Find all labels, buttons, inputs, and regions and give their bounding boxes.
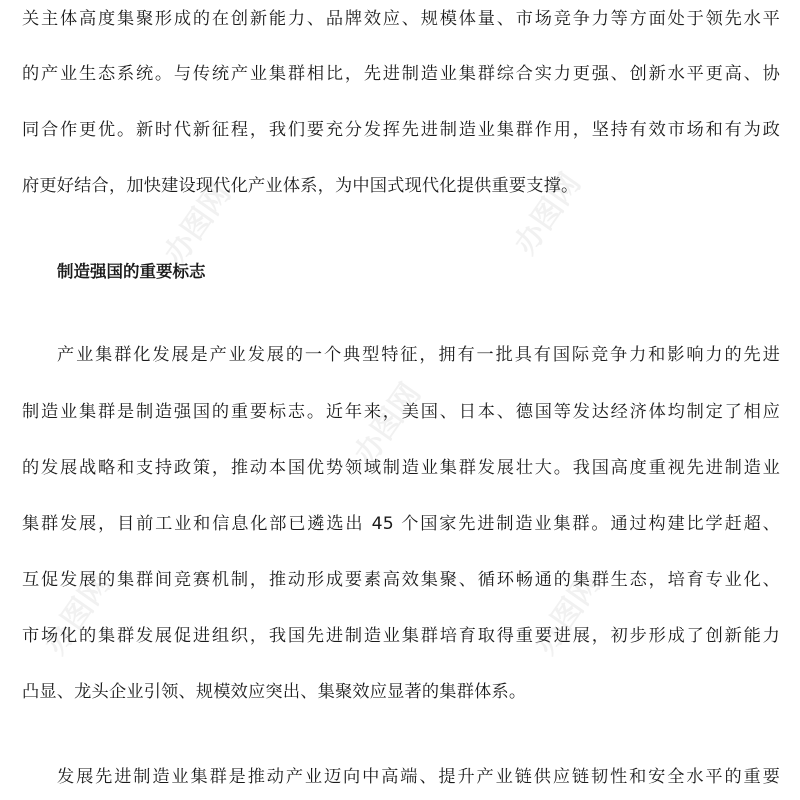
watermark: 办图网 [37, 567, 119, 661]
paragraph-line: 关主体高度集聚形成的在创新能力、品牌效应、规模体量、市场竞争力等方面处于领先水平 [22, 9, 780, 29]
paragraph-line: 集群发展，目前工业和信息化部已遴选出 45 个国家先进制造业集群。通过构建比学赶超、 [22, 514, 780, 534]
paragraph-line: 产业集群化发展是产业发展的一个典型特征，拥有一批具有国际竞争力和影响力的先进 [57, 345, 780, 365]
paragraph-line: 凸显、龙头企业引领、规模效应突出、集聚效应显著的集群体系。 [22, 682, 527, 702]
paragraph-line: 的产业生态系统。与传统产业集群相比，先进制造业集群综合实力更强、创新水平更高、协 [22, 64, 780, 84]
paragraph-line: 同合作更优。新时代新征程，我们要充分发挥先进制造业集群作用，坚持有效市场和有为政 [22, 120, 780, 140]
paragraph-line: 互促发展的集群间竞赛机制，推动形成要素高效集聚、循环畅通的集群生态，培育专业化、 [22, 570, 780, 590]
paragraph-line: 的发展战略和支持政策，推动本国优势领域制造业集群发展壮大。我国高度重视先进制造业 [22, 458, 780, 478]
paragraph-line: 制造业集群是制造强国的重要标志。近年来，美国、日本、德国等发达经济体均制定了相应 [22, 402, 780, 422]
watermark: 办图网 [507, 167, 589, 261]
section-heading: 制造强国的重要标志 [57, 262, 206, 281]
watermark: 办图网 [347, 377, 429, 471]
watermark: 办图网 [527, 567, 609, 661]
paragraph-line: 市场化的集群发展促进组织，我国先进制造业集群培育取得重要进展，初步形成了创新能力 [22, 626, 780, 646]
watermark: 办图网 [157, 177, 239, 271]
paragraph-line: 府更好结合，加快建设现代化产业体系，为中国式现代化提供重要支撑。 [22, 176, 579, 196]
paragraph-line: 发展先进制造业集群是推动产业迈向中高端、提升产业链供应链韧性和安全水平的重要 [57, 767, 780, 787]
